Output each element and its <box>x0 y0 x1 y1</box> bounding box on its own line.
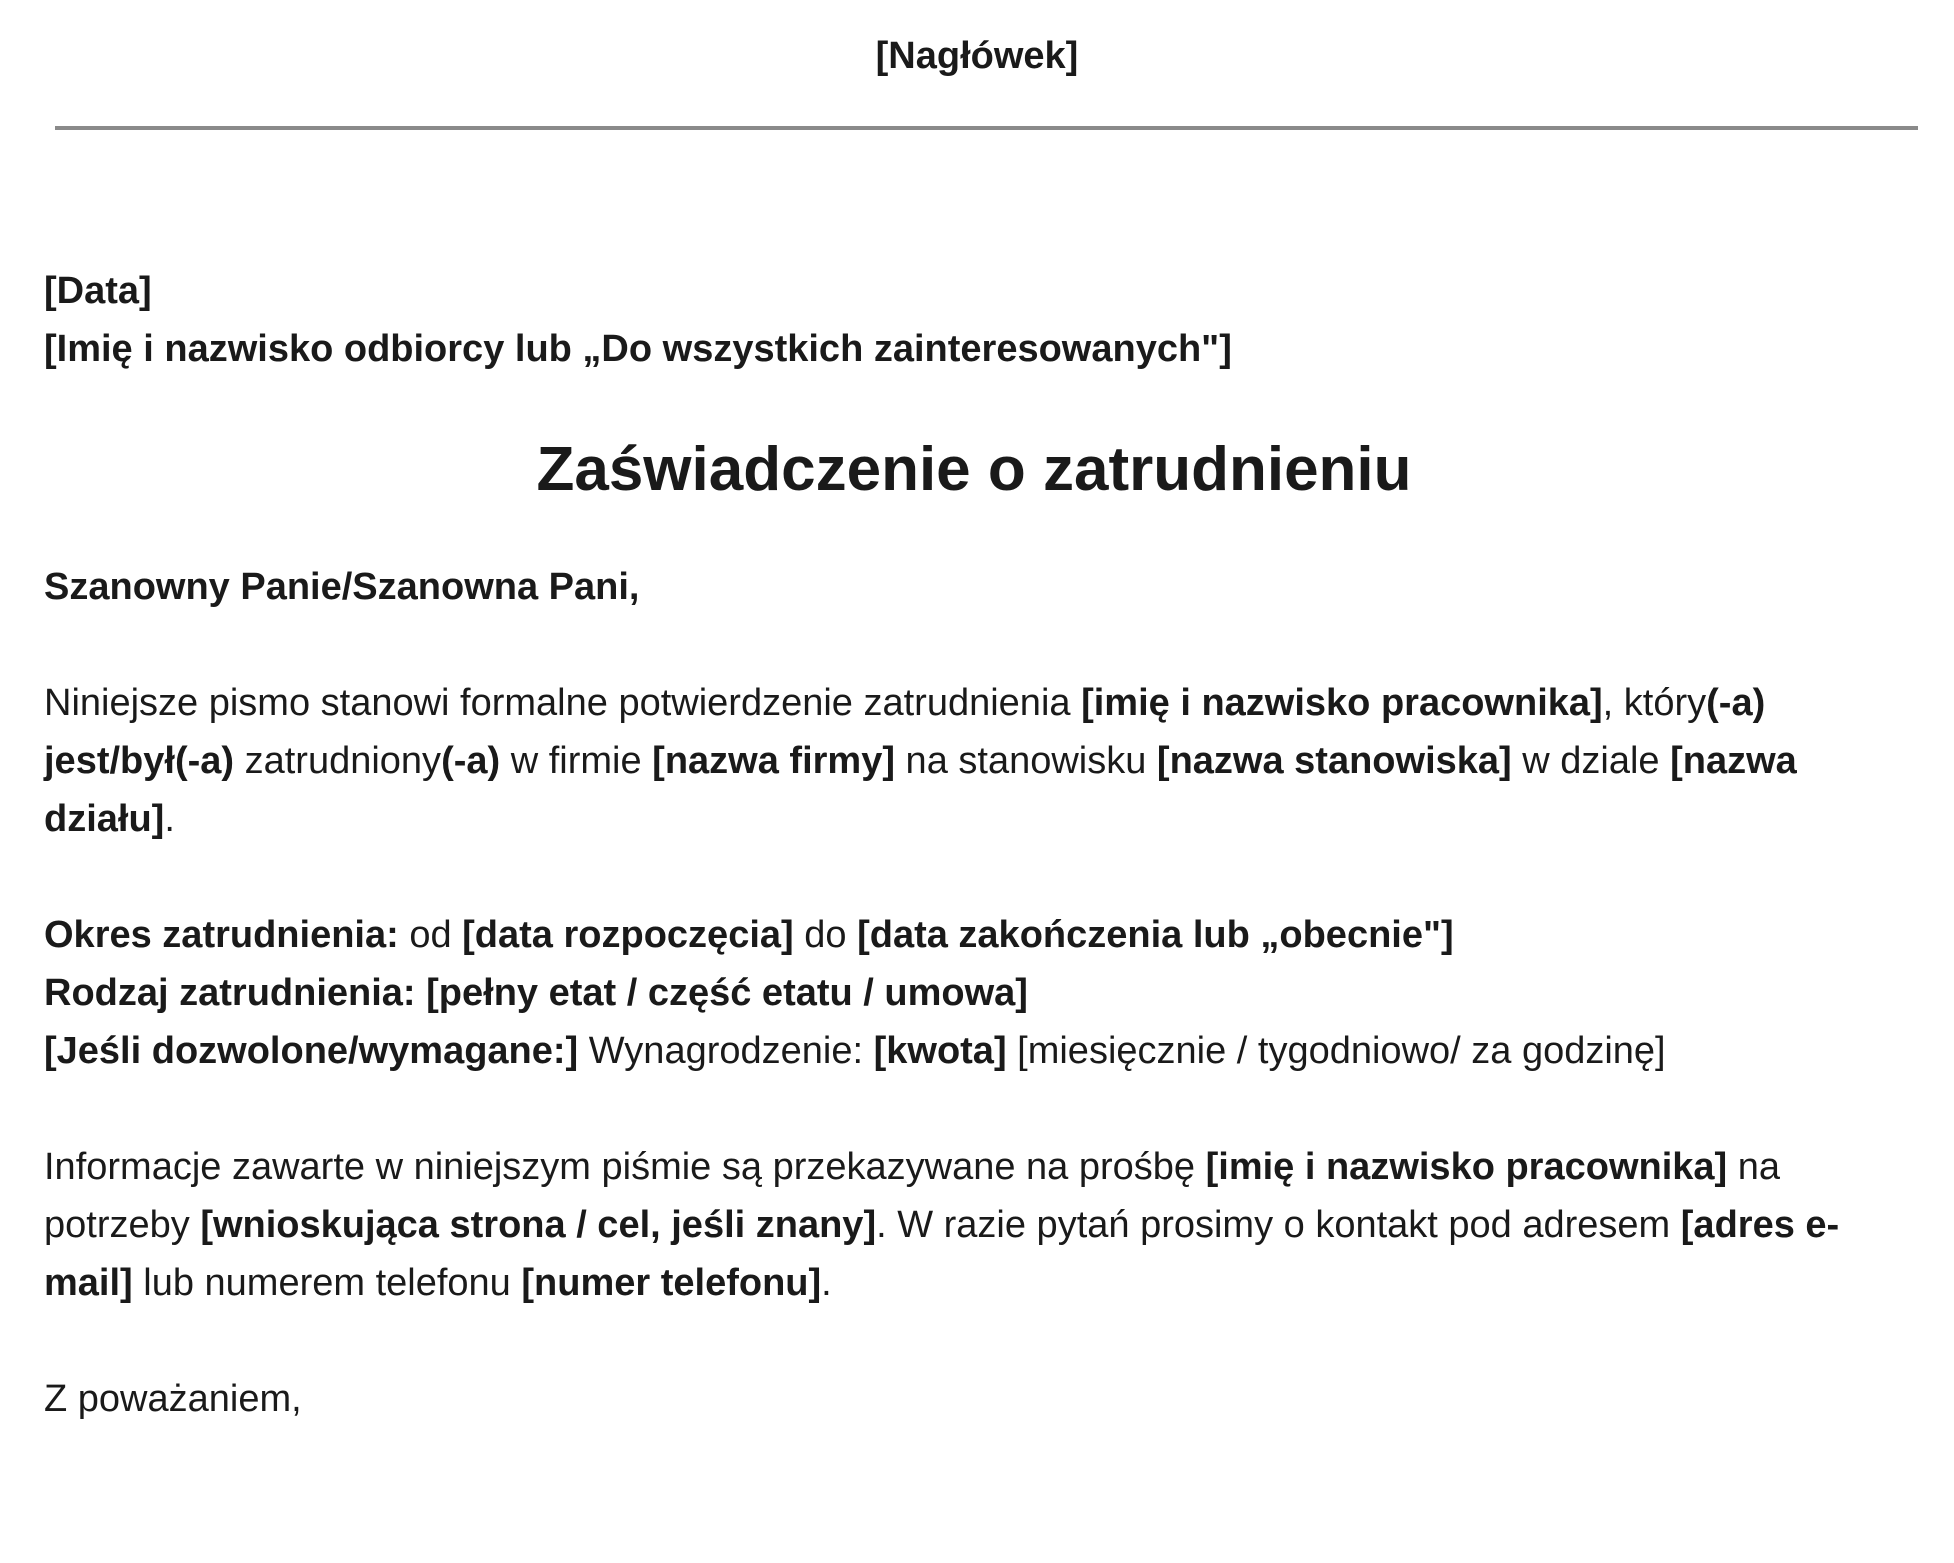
period-label: Okres zatrudnienia: <box>44 914 399 956</box>
letter-title: Zaświadczenie o zatrudnieniu <box>536 435 1412 504</box>
text-run: w firmie <box>500 740 653 782</box>
placeholder-gender-suffix: (-a) <box>441 740 501 782</box>
text-run: w dziale <box>1511 740 1671 782</box>
placeholder-phone: [numer telefonu] <box>521 1262 822 1304</box>
paragraph-confirmation <box>44 674 1904 848</box>
text-run: . W razie pytań prosimy o kontakt pod adresem <box>876 1204 1681 1246</box>
placeholder-company-name: [nazwa firmy] <box>652 740 895 782</box>
text-run: , który <box>1602 682 1707 724</box>
salary-condition: [Jeśli dozwolone/wymagane:] <box>44 1030 579 1072</box>
salary-period: [miesięcznie / tygodniowo/ za godzinę] <box>1006 1030 1666 1072</box>
placeholder-department: [nazwa działu] <box>44 740 1797 840</box>
text-run: do <box>793 914 858 956</box>
salary-label: Wynagrodzenie: <box>578 1030 874 1072</box>
closing: Z poważaniem, <box>44 1378 302 1420</box>
text-run: na stanowisku <box>895 740 1157 782</box>
salutation: Szanowny Panie/Szanowna Pani, <box>44 566 640 608</box>
placeholder-employee-name: [imię i nazwisko pracownika] <box>1205 1146 1728 1188</box>
text-run: . <box>164 798 175 840</box>
text-run: na potrzeby <box>44 1146 1781 1246</box>
paragraph-information <box>44 1138 1904 1312</box>
placeholder-end-date: [data zakończenia lub „obecnie"] <box>857 914 1454 956</box>
date-line: [Data] <box>44 270 152 312</box>
text-run: od <box>398 914 463 956</box>
placeholder-salary-amount: [kwota] <box>873 1030 1007 1072</box>
text-run: lub numerem telefonu <box>132 1262 522 1304</box>
placeholder-employee-name: [imię i nazwisko pracownika] <box>1081 682 1603 724</box>
placeholder-email: [adres e-mail] <box>44 1204 1840 1304</box>
placeholder-position: [nazwa stanowiska] <box>1156 740 1512 782</box>
text-run: Niniejsze pismo stanowi formalne potwierdzenie zatrudnienia <box>44 682 1082 724</box>
document-header: [Nagłówek] <box>875 35 1079 77</box>
employment-type-line: Rodzaj zatrudnienia: [pełny etat / część etatu / umowa] <box>44 972 1028 1014</box>
placeholder-gender-suffix: (-a) jest/był(-a) <box>44 682 1766 782</box>
recipient-line: [Imię i nazwisko odbiorcy lub „Do wszystkich zainteresowanych"] <box>44 328 1232 370</box>
letter-body <box>44 262 1904 1428</box>
text-run: . <box>821 1262 832 1304</box>
header-divider <box>55 126 1918 130</box>
employment-period-line <box>44 906 1904 964</box>
text-run: Informacje zawarte w niniejszym piśmie są przekazywane na prośbę <box>44 1146 1206 1188</box>
placeholder-start-date: [data rozpoczęcia] <box>462 914 794 956</box>
placeholder-requesting-party: [wnioskująca strona / cel, jeśli znany] <box>200 1204 877 1246</box>
text-run: zatrudniony <box>234 740 442 782</box>
salary-line <box>44 1022 1904 1080</box>
